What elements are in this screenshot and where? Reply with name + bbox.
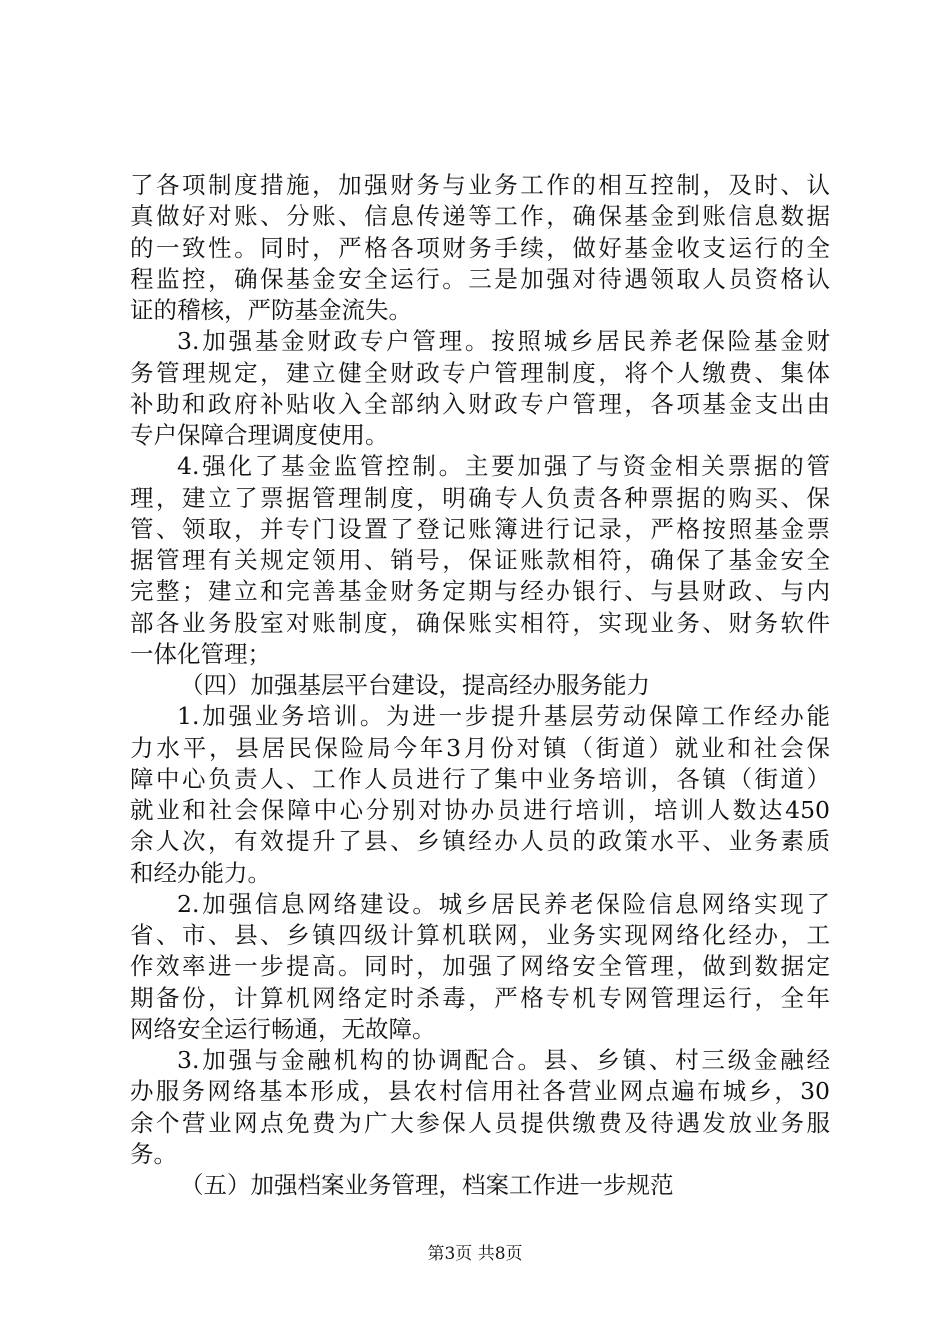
paragraph-first-line: 2.加强信息网络建设。城乡居民养老保险信息网络实现了 (177, 889, 830, 918)
body-line: 办服务网络基本形成，县农村信用社各营业网点遍布城乡，30 (130, 1077, 830, 1106)
body-line: 据管理有关规定领用、销号，保证账款相符，确保了基金安全 (130, 546, 830, 574)
body-line: 务管理规定，建立健全财政专户管理制度，将个人缴费、集体 (130, 358, 830, 387)
body-line: 力水平，县居民保险局今年3月份对镇（街道）就业和社会保 (130, 733, 830, 762)
body-line: 作效率进一步提高。同时，加强了网络安全管理，做到数据定 (130, 952, 830, 981)
body-line: 了各项制度措施，加强财务与业务工作的相互控制，及时、认 (130, 171, 830, 199)
body-line: 就业和社会保障中心分别对协办员进行培训，培训人数达450 (130, 796, 830, 824)
body-line: 理，建立了票据管理制度，明确专人负责各种票据的购买、保 (130, 483, 830, 512)
body-line: 和经办能力。 (130, 858, 271, 887)
body-line: 务。 (130, 1139, 177, 1168)
section-heading: （四）加强基层平台建设，提高经办服务能力 (180, 671, 650, 699)
paragraph-first-line: 3.加强与金融机构的协调配合。县、乡镇、村三级金融经 (177, 1046, 830, 1074)
body-line: 网络安全运行畅通，无故障。 (130, 1014, 436, 1043)
body-line: 证的稽核，严防基金流失。 (130, 296, 412, 324)
body-line: 一体化管理； (130, 639, 271, 668)
body-line: 真做好对账、分账、信息传递等工作，确保基金到账信息数据 (130, 202, 830, 231)
body-line: 程监控，确保基金安全运行。三是加强对待遇领取人员资格认 (130, 264, 830, 293)
body-line: 余个营业网点免费为广大参保人员提供缴费及待遇发放业务服 (130, 1108, 830, 1137)
body-line: 部各业务股室对账制度，确保账实相符，实现业务、财务软件 (130, 608, 830, 637)
body-line: 期备份，计算机网络定时杀毒，严格专机专网管理运行，全年 (130, 983, 830, 1012)
body-line: 完整；建立和完善基金财务定期与经办银行、与县财政、与内 (130, 577, 830, 606)
body-line: 补助和政府补贴收入全部纳入财政专户管理，各项基金支出由 (130, 389, 830, 418)
body-line: 专户保障合理调度使用。 (130, 421, 389, 449)
body-line: 管、领取，并专门设置了登记账簿进行记录，严格按照基金票 (130, 514, 830, 543)
body-line: 余人次，有效提升了县、乡镇经办人员的政策水平、业务素质 (130, 827, 830, 856)
body-line: 的一致性。同时，严格各项财务手续，做好基金收支运行的全 (130, 233, 830, 262)
body-line: 省、市、县、乡镇四级计算机联网，业务实现网络化经办，工 (130, 921, 830, 949)
page-footer: 第3页 共8页 (427, 1244, 523, 1264)
section-heading: （五）加强档案业务管理，档案工作进一步规范 (180, 1171, 674, 1199)
paragraph-first-line: 4.强化了基金监管控制。主要加强了与资金相关票据的管 (177, 452, 830, 481)
paragraph-first-line: 3.加强基金财政专户管理。按照城乡居民养老保险基金财 (177, 327, 830, 356)
paragraph-first-line: 1.加强业务培训。为进一步提升基层劳动保障工作经办能 (177, 702, 830, 731)
body-line: 障中心负责人、工作人员进行了集中业务培训，各镇（街道） (130, 764, 830, 793)
